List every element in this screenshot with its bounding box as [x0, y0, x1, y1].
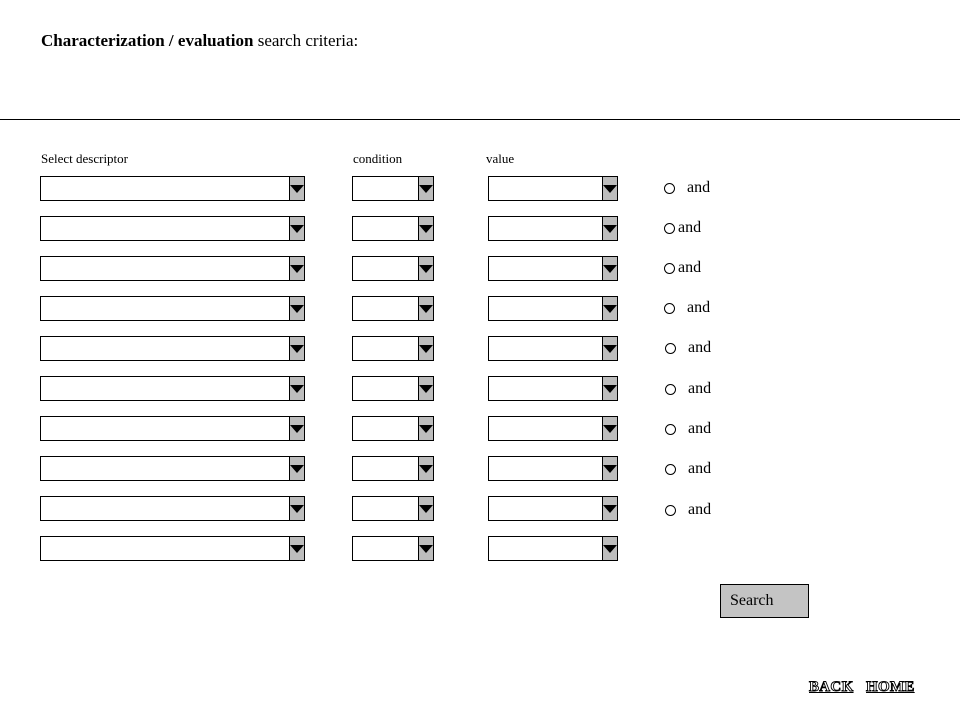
- descriptor-select[interactable]: [40, 376, 305, 401]
- descriptor-select[interactable]: [40, 296, 305, 321]
- dropdown-arrow-icon[interactable]: [289, 217, 304, 240]
- value-select[interactable]: [488, 536, 618, 561]
- and-connector[interactable]: [665, 338, 711, 358]
- value-column-label: value: [486, 151, 515, 166]
- page-title-bold: Characterization / evaluation: [41, 31, 254, 50]
- condition-select[interactable]: [352, 456, 434, 481]
- and-connector-label: and: [688, 460, 712, 477]
- descriptor-select[interactable]: [40, 416, 305, 441]
- value-select[interactable]: [488, 496, 618, 521]
- dropdown-arrow-icon[interactable]: [418, 337, 433, 360]
- and-connector-label: and: [687, 179, 711, 196]
- value-select[interactable]: [488, 376, 618, 401]
- page-title: [41, 31, 358, 51]
- and-connector[interactable]: [664, 178, 710, 198]
- and-connector-label: and: [688, 380, 712, 397]
- and-connector[interactable]: [665, 459, 711, 479]
- dropdown-arrow-icon[interactable]: [418, 217, 433, 240]
- radio-circle-icon[interactable]: [665, 343, 676, 354]
- descriptor-select[interactable]: [40, 216, 305, 241]
- value-select[interactable]: [488, 416, 618, 441]
- condition-select[interactable]: [352, 216, 434, 241]
- condition-select[interactable]: [352, 176, 434, 201]
- and-connector[interactable]: [664, 258, 701, 278]
- condition-select[interactable]: [352, 296, 434, 321]
- dropdown-arrow-icon[interactable]: [418, 497, 433, 520]
- and-connector[interactable]: [665, 419, 711, 439]
- dropdown-arrow-icon[interactable]: [418, 377, 433, 400]
- value-select[interactable]: [488, 336, 618, 361]
- dropdown-arrow-icon[interactable]: [289, 497, 304, 520]
- dropdown-arrow-icon[interactable]: [602, 297, 617, 320]
- dropdown-arrow-icon[interactable]: [602, 497, 617, 520]
- dropdown-arrow-icon[interactable]: [602, 177, 617, 200]
- condition-select[interactable]: [352, 536, 434, 561]
- condition-column-label: condition: [353, 151, 403, 166]
- dropdown-arrow-icon[interactable]: [418, 457, 433, 480]
- radio-circle-icon[interactable]: [665, 384, 676, 395]
- and-connector[interactable]: [665, 379, 711, 399]
- dropdown-arrow-icon[interactable]: [289, 417, 304, 440]
- dropdown-arrow-icon[interactable]: [418, 417, 433, 440]
- radio-circle-icon[interactable]: [664, 303, 675, 314]
- radio-circle-icon[interactable]: [664, 263, 675, 274]
- and-connector-label: and: [687, 299, 711, 316]
- and-connector[interactable]: [665, 500, 711, 520]
- home-link[interactable]: HOME: [866, 679, 915, 695]
- page-title-rest: search criteria:: [257, 31, 359, 50]
- and-connector-label: and: [688, 339, 712, 356]
- back-link[interactable]: BACK: [809, 679, 854, 695]
- dropdown-arrow-icon[interactable]: [289, 537, 304, 560]
- value-select[interactable]: [488, 176, 618, 201]
- search-button[interactable]: Search: [720, 584, 809, 618]
- dropdown-arrow-icon[interactable]: [602, 337, 617, 360]
- radio-circle-icon[interactable]: [664, 183, 675, 194]
- descriptor-select[interactable]: [40, 536, 305, 561]
- dropdown-arrow-icon[interactable]: [602, 537, 617, 560]
- header-divider: [0, 119, 960, 120]
- and-connector[interactable]: [664, 298, 710, 318]
- value-select[interactable]: [488, 296, 618, 321]
- dropdown-arrow-icon[interactable]: [289, 177, 304, 200]
- dropdown-arrow-icon[interactable]: [418, 297, 433, 320]
- condition-select[interactable]: [352, 336, 434, 361]
- dropdown-arrow-icon[interactable]: [418, 537, 433, 560]
- dropdown-arrow-icon[interactable]: [289, 337, 304, 360]
- dropdown-arrow-icon[interactable]: [418, 177, 433, 200]
- value-select[interactable]: [488, 216, 618, 241]
- descriptor-select[interactable]: [40, 256, 305, 281]
- value-select[interactable]: [488, 456, 618, 481]
- dropdown-arrow-icon[interactable]: [289, 377, 304, 400]
- condition-select[interactable]: [352, 256, 434, 281]
- descriptor-select[interactable]: [40, 496, 305, 521]
- dropdown-arrow-icon[interactable]: [602, 217, 617, 240]
- dropdown-arrow-icon[interactable]: [602, 257, 617, 280]
- descriptor-column-label: Select descriptor: [41, 151, 128, 166]
- dropdown-arrow-icon[interactable]: [602, 457, 617, 480]
- descriptor-select[interactable]: [40, 176, 305, 201]
- radio-circle-icon[interactable]: [665, 424, 676, 435]
- condition-select[interactable]: [352, 376, 434, 401]
- and-connector-label: and: [688, 420, 712, 437]
- descriptor-select[interactable]: [40, 456, 305, 481]
- and-connector-label: and: [678, 259, 702, 276]
- dropdown-arrow-icon[interactable]: [418, 257, 433, 280]
- dropdown-arrow-icon[interactable]: [289, 257, 304, 280]
- and-connector-label: and: [688, 501, 712, 518]
- dropdown-arrow-icon[interactable]: [602, 417, 617, 440]
- dropdown-arrow-icon[interactable]: [289, 457, 304, 480]
- condition-select[interactable]: [352, 496, 434, 521]
- descriptor-select[interactable]: [40, 336, 305, 361]
- and-connector-label: and: [678, 219, 702, 236]
- dropdown-arrow-icon[interactable]: [602, 377, 617, 400]
- dropdown-arrow-icon[interactable]: [289, 297, 304, 320]
- value-select[interactable]: [488, 256, 618, 281]
- radio-circle-icon[interactable]: [664, 223, 675, 234]
- radio-circle-icon[interactable]: [665, 505, 676, 516]
- and-connector[interactable]: [664, 218, 701, 238]
- radio-circle-icon[interactable]: [665, 464, 676, 475]
- condition-select[interactable]: [352, 416, 434, 441]
